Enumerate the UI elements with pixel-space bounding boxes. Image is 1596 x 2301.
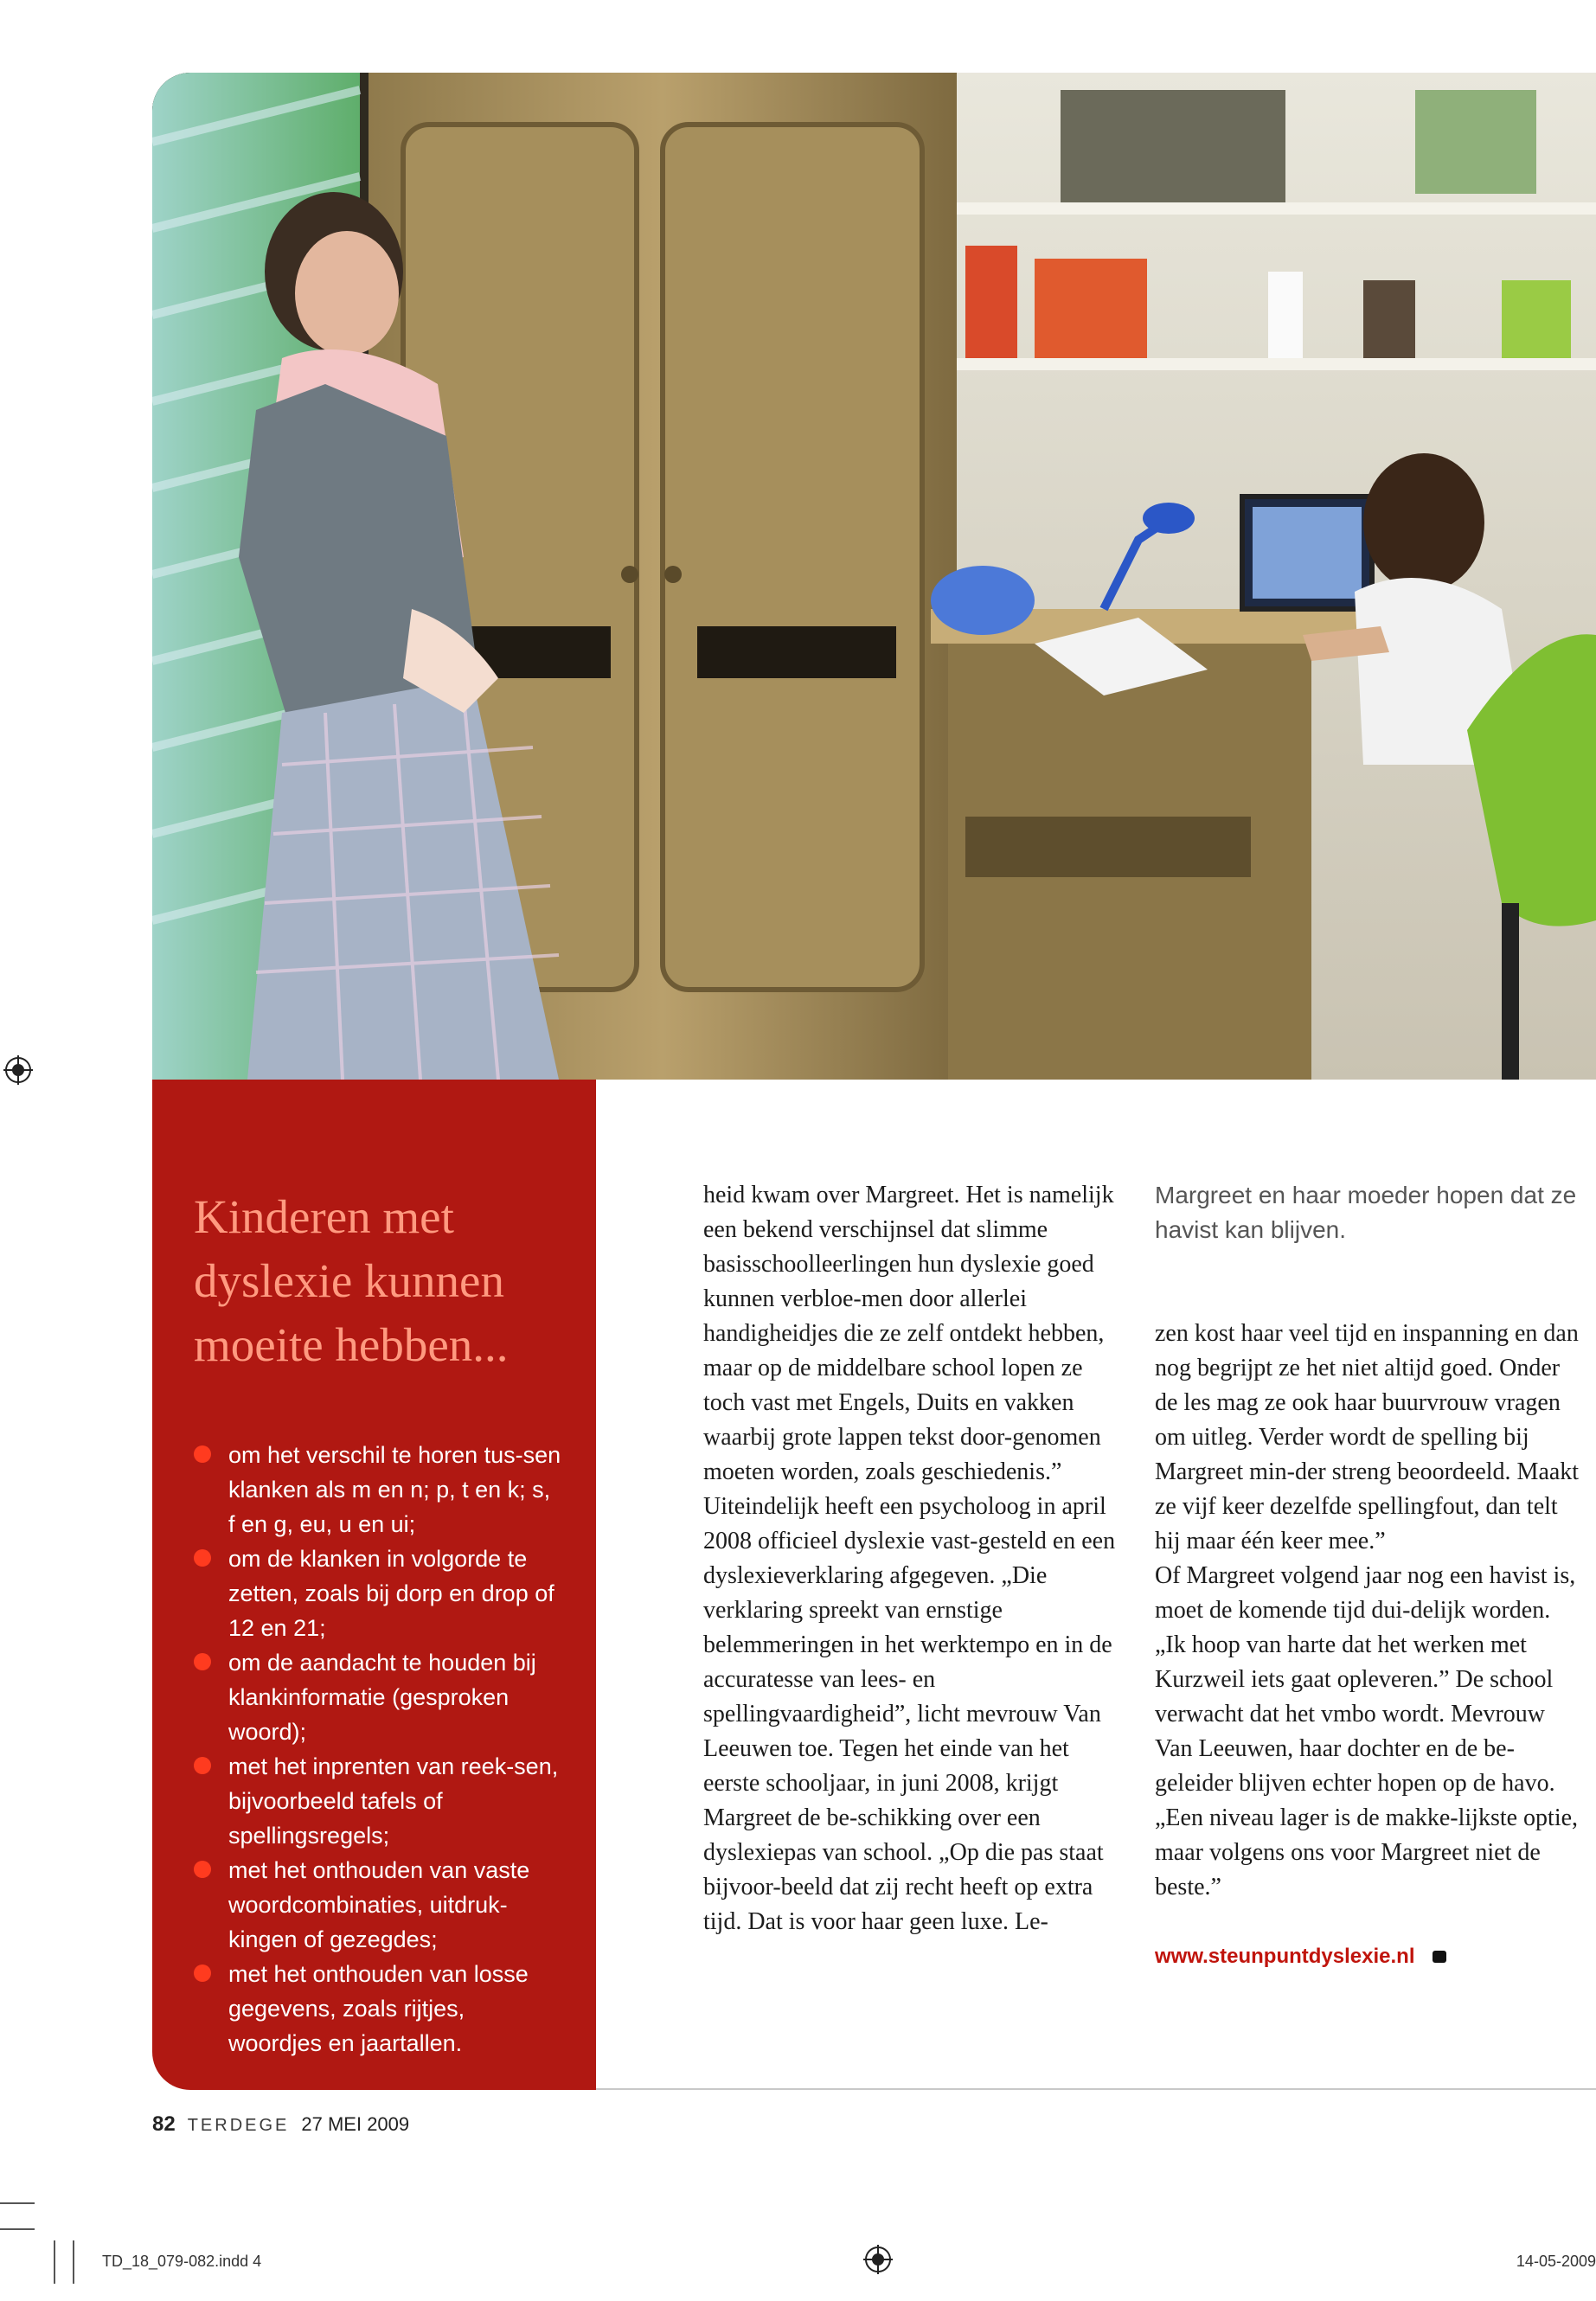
article-column-2 <box>703 1178 1129 1939</box>
info-sidebar <box>152 1080 596 2090</box>
registration-mark-icon <box>3 1055 33 1085</box>
body-paragraph: heid kwam over Margreet. Het is namelijk een bekend verschijnsel dat slimme basisschoolleerlingen hun dyslexie goed kunnen verbloe-men door allerlei handigheidjes die ze zelf ontdekt hebben, maar op de middelbare school lopen ze toch vast met Engels, Duits en vakken waarbij grote lappen tekst door-genomen moeten worden, zoals geschiedenis.” <box>703 1182 1114 1485</box>
list-item: om de klanken in volgorde te zetten, zoals bij dorp en drop of 12 en 21; <box>194 1541 561 1645</box>
bullet-icon <box>194 1653 211 1670</box>
article-column-3 <box>1155 1178 1580 1974</box>
list-item: met het onthouden van vaste woordcombinaties, uitdruk-kingen of gezegdes; <box>194 1853 561 1957</box>
article-photo <box>152 73 1596 1080</box>
crop-mark <box>54 2240 55 2284</box>
end-mark-icon <box>1433 1951 1446 1963</box>
bullet-icon <box>194 1965 211 1982</box>
bullet-icon <box>194 1549 211 1567</box>
registration-mark-icon <box>863 2245 893 2274</box>
slug-date: 14-05-2009 <box>1516 2253 1596 2270</box>
list-item: met het onthouden van losse gegevens, zoals rijtjes, woordjes en jaartallen. <box>194 1957 561 2061</box>
photo-scene <box>152 73 1596 1080</box>
footer-rule <box>596 2088 1596 2090</box>
website-link[interactable]: www.steunpuntdyslexie.nl <box>1155 1945 1415 1968</box>
issue-date: 27 MEI 2009 <box>301 2113 410 2135</box>
website-link-line <box>1155 1939 1580 1974</box>
body-paragraph: Uiteindelijk heeft een psycholoog in april 2008 officieel dyslexie vast-gesteld en een dyslexieverklaring afgegeven. „Die verklaring spreekt van ernstige belemmeringen in het werktempo en in de accuratesse van lees- en spellingvaardigheid”, licht mevrouw Van Leeuwen toe. Tegen het einde van het eerste schooljaar, in juni 2008, krijgt Margreet de be-schikking over een dyslexiepas van school. „Op die pas staat bijvoor-beeld dat zij recht heeft op extra tijd. Dat is voor haar geen luxe. Le- <box>703 1493 1116 1935</box>
list-item: om de aandacht te houden bij klankinformatie (gesproken woord); <box>194 1645 561 1749</box>
crop-mark <box>0 2202 35 2204</box>
page-folio <box>152 2112 409 2137</box>
bullet-icon <box>194 1861 211 1878</box>
photo-caption: Margreet en haar moeder hopen dat ze havist kan blijven. <box>1155 1182 1577 1243</box>
crop-mark <box>73 2240 74 2284</box>
body-paragraph: zen kost haar veel tijd en inspanning en dan nog begrijpt ze het niet altijd goed. Onder de les mag ze ook haar buurvrouw vragen om uitleg. Verder wordt de spelling bij Margreet min-der streng beoordeeld. Maakt ze vijf keer dezelfde spellingfout, dan telt hij maar één keer mee.” <box>1155 1320 1580 1554</box>
slug-filename: TD_18_079-082.indd 4 <box>102 2253 262 2270</box>
sidebar-list <box>194 1438 561 2061</box>
page-number: 82 <box>152 2112 176 2136</box>
list-item: met het inprenten van reek-sen, bijvoorbeeld tafels of spellingsregels; <box>194 1749 561 1853</box>
crop-mark <box>0 2228 35 2230</box>
sidebar-heading: Kinderen met dyslexie kunnen moeite hebben... <box>194 1190 509 1371</box>
magazine-name: TERDEGE <box>187 2116 290 2135</box>
bullet-icon <box>194 1757 211 1774</box>
bullet-icon <box>194 1445 211 1463</box>
list-item: om het verschil te horen tus-sen klanken als m en n; p, t en k; s, f en g, eu, u en ui; <box>194 1438 561 1541</box>
body-paragraph: Of Margreet volgend jaar nog een havist is, moet de komende tijd dui-delijk worden. „Ik hoop van harte dat het werken met Kurzweil iets gaat opleveren.” De school verwacht dat het vmbo wordt. Mevrouw Van Leeuwen, haar dochter en de be-geleider blijven echter hopen op de havo. „Een niveau lager is de makke-lijkste optie, maar volgens ons voor Margreet niet de beste.” <box>1155 1562 1579 1900</box>
